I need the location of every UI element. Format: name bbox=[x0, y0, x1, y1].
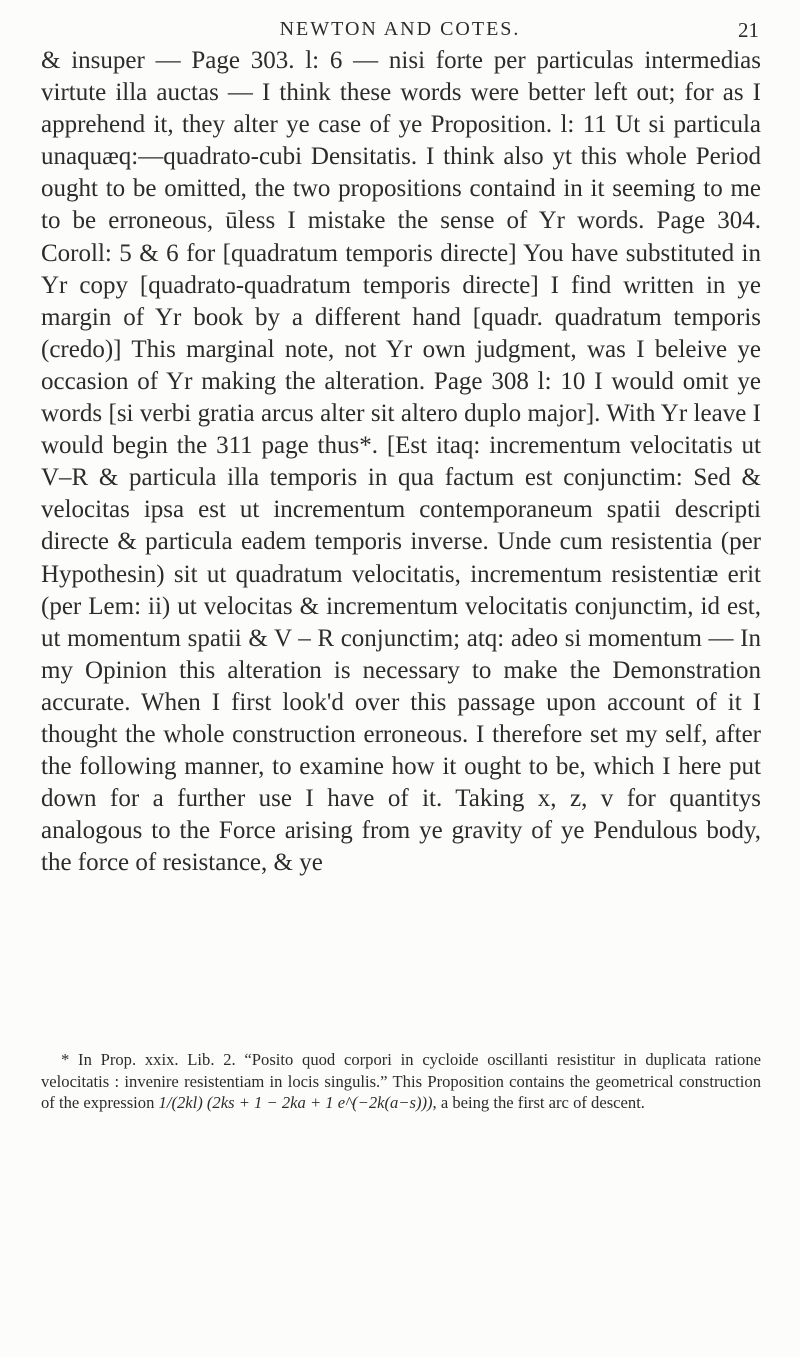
footnote-formula: 1/(2kl) (2ks + 1 − 2ka + 1 e^(−2k(a−s))) bbox=[158, 1093, 433, 1112]
footnote-text-after: , a being the first arc of descent. bbox=[432, 1093, 645, 1112]
footnote bbox=[41, 1049, 761, 1114]
footnote-text-before: * In Prop. xxix. Lib. 2. “Posito quod corpori in cycloide oscillanti resistitur in duplicata ratione velocitatis : invenire resistentiam in locis singulis.” This Proposition contains the geometrical construction of the expression bbox=[41, 1050, 761, 1112]
page-number: 21 bbox=[738, 18, 759, 42]
body-text bbox=[41, 45, 761, 879]
main-paragraph: & insuper — Page 303. l: 6 — nisi forte per particulas intermedias virtute illa auctas — I think these words were better left out; for as I apprehend it, they alter ye case of ye Proposition. l: 11 Ut si particula unaquæq:—quadrato-cubi Densitatis. I think also yt this whole Period ought to be omitted, the two propositions containd in it seeming to me to be erroneous, ūless I mistake the sense of Yr words. Page 304. Coroll: 5 & 6 for [quadratum temporis directe] You have substituted in Yr copy [quadrato-quadratum temporis directe] I find written in ye margin of Yr book by a different hand [quadr. quadratum temporis (credo)] This marginal note, not Yr own judgment, was I beleive ye occasion of Yr making the alteration. Page 308 l: 10 I would omit ye words [si verbi gratia arcus alter sit altero duplo major]. With Yr leave I would begin the 311 page thus*. [Est itaq: incrementum velocitatis ut V–R & particula illa temporis in qua factum est conjunctim: Sed & velocitas ipsa est ut incrementum contemporaneum spatii descripti directe & particula eadem temporis inverse. Unde cum resistentia (per Hypothesin) sit ut quadratum velocitatis, incrementum resistentiæ erit (per Lem: ii) ut velocitas & incrementum velocitatis conjunctim, id est, ut momentum spatii & V – R conjunctim; atq: adeo si momentum — In my Opinion this alteration is necessary to make the Demonstration accurate. When I first look'd over this passage upon account of it I thought the whole construction erroneous. I therefore set my self, after the following manner, to examine how it ought to be, which I here put down for a further use I have of it. Taking x, z, v for quantitys analogous to the Force arising from ye gravity of ye Pendulous body, the force of resistance, & ye bbox=[41, 47, 761, 877]
footnote-paragraph bbox=[41, 1049, 761, 1114]
running-title: NEWTON AND COTES. bbox=[279, 18, 521, 40]
page-header bbox=[41, 18, 759, 48]
